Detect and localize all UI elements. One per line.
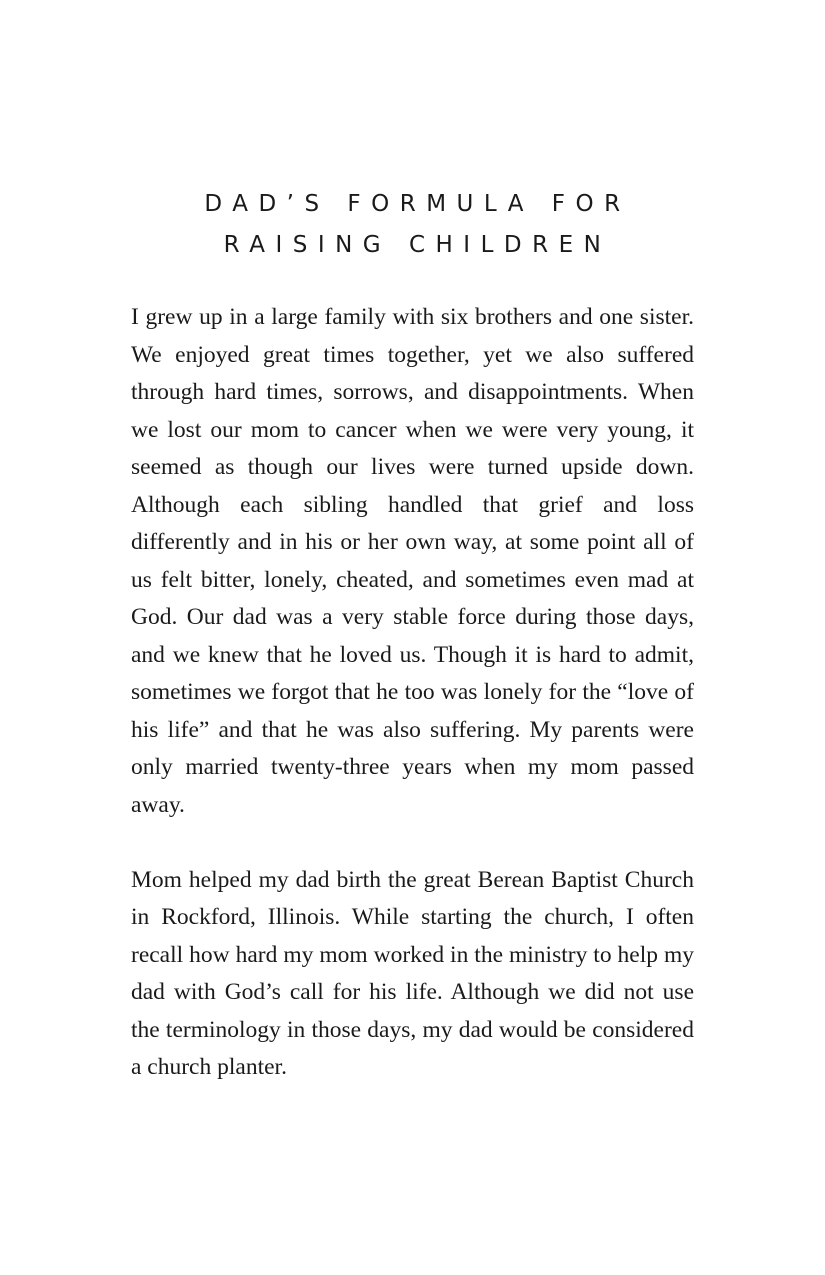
paragraph-1: I grew up in a large family with six brothers and one sister. We enjoyed great times together, yet we also suffered through hard times, sorrows, and disappointments. When we lost our mom to cancer when we were very young, it seemed as though our lives were turned upside down. Although each sibling handled that grief and loss differently and in his or her own way, at some point all of us felt bitter, lonely, cheated, and sometimes even mad at God. Our dad was a very stable force during those days, and we knew that he loved us. Though it is hard to admit, sometimes we forgot that he too was lonely for the “love of his life” and that he was also suffering. My parents were only married twenty-three years when my mom passed away. (131, 304, 694, 818)
chapter-title-line-2: RAISING CHILDREN (223, 232, 612, 258)
chapter-body (131, 299, 694, 1087)
chapter-title (0, 184, 825, 266)
chapter-title-line-1: DAD’S FORMULA FOR (204, 191, 631, 217)
paragraph-2: Mom helped my dad birth the great Berean Baptist Church in Rockford, Illinois. While starting the church, I often recall how hard my mom worked in the ministry to help my dad with God’s call for his life. Although we did not use the terminology in those days, my dad would be considered a church planter. (131, 866, 694, 1080)
